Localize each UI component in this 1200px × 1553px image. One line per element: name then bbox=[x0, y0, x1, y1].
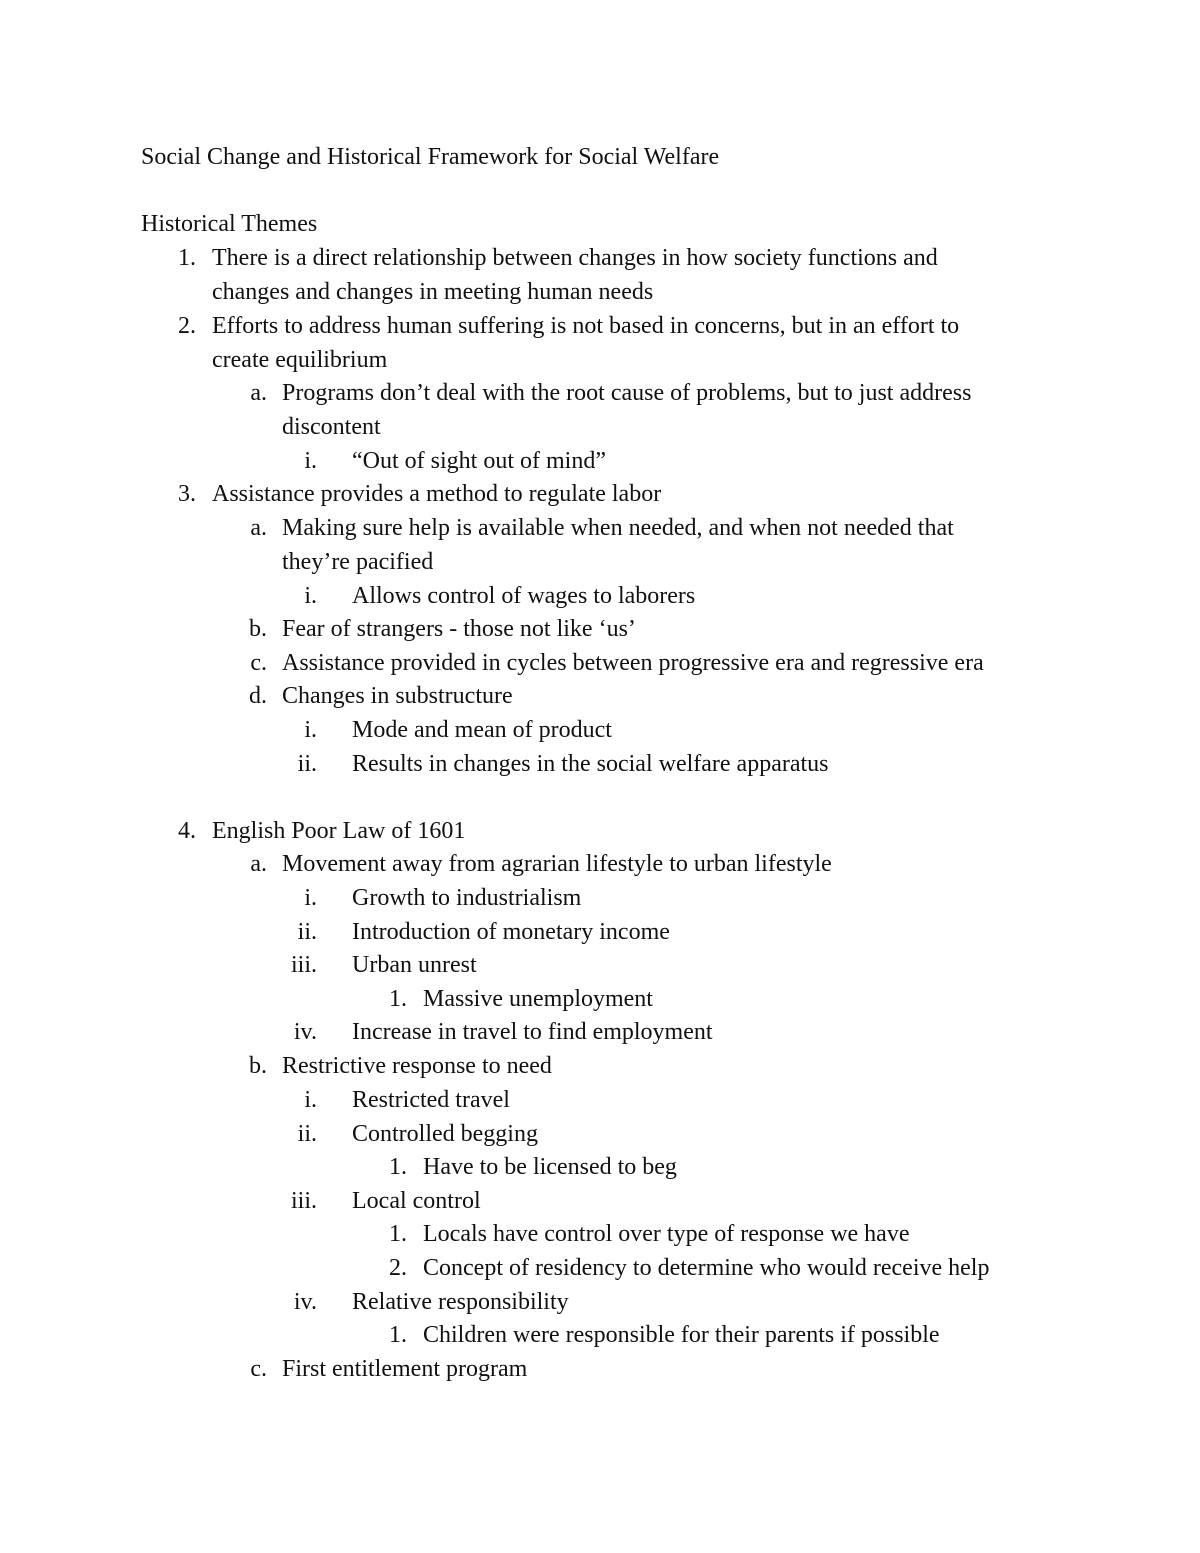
list-number: 2. bbox=[389, 1255, 407, 1281]
list-item-continuation: changes and changes in meeting human needs bbox=[212, 279, 654, 305]
list-roman: i. bbox=[304, 885, 317, 911]
list-item-text: Allows control of wages to laborers bbox=[352, 583, 696, 609]
list-item-text: Results in changes in the social welfare apparatus bbox=[352, 751, 829, 777]
list-item-text: Have to be licensed to beg bbox=[423, 1154, 677, 1180]
list-item-text: Urban unrest bbox=[352, 952, 477, 978]
list-roman: iv. bbox=[293, 1019, 317, 1045]
list-item-continuation: they’re pacified bbox=[282, 549, 434, 575]
list-letter: d. bbox=[249, 683, 267, 709]
list-item-text: Mode and mean of product bbox=[352, 717, 612, 743]
list-number: 1. bbox=[178, 245, 196, 271]
list-roman: iii. bbox=[290, 1188, 317, 1214]
list-roman: ii. bbox=[297, 919, 317, 945]
list-roman: i. bbox=[304, 583, 317, 609]
list-item-text: Assistance provides a method to regulate labor bbox=[212, 481, 662, 507]
list-item-text: Efforts to address human suffering is not based in concerns, but in an effort to bbox=[212, 313, 960, 339]
list-item-text: Increase in travel to find employment bbox=[352, 1019, 713, 1045]
list-item-text: Movement away from agrarian lifestyle to urban lifestyle bbox=[282, 851, 832, 877]
list-item-text: Assistance provided in cycles between progressive era and regressive era bbox=[282, 650, 984, 676]
list-letter: c. bbox=[250, 650, 267, 676]
list-item-text: Massive unemployment bbox=[423, 986, 653, 1012]
list-item-text: English Poor Law of 1601 bbox=[212, 818, 466, 844]
list-roman: i. bbox=[304, 1087, 317, 1113]
list-number: 2. bbox=[178, 313, 196, 339]
section-heading: Historical Themes bbox=[141, 211, 318, 237]
list-number: 1. bbox=[389, 1322, 407, 1348]
list-roman: i. bbox=[304, 717, 317, 743]
list-item-text: Relative responsibility bbox=[352, 1289, 569, 1315]
list-letter: c. bbox=[250, 1356, 267, 1382]
list-number: 1. bbox=[389, 1154, 407, 1180]
list-item-text: “Out of sight out of mind” bbox=[352, 448, 606, 474]
list-item-text: Programs don’t deal with the root cause of problems, but to just address bbox=[282, 380, 972, 406]
list-item-text: Controlled begging bbox=[352, 1121, 538, 1147]
list-number: 3. bbox=[178, 481, 196, 507]
list-item-continuation: discontent bbox=[282, 414, 381, 440]
list-item-text: Making sure help is available when needed, and when not needed that bbox=[282, 515, 954, 541]
list-item-text: First entitlement program bbox=[282, 1356, 528, 1382]
list-letter: b. bbox=[249, 1053, 267, 1079]
list-number: 4. bbox=[178, 818, 196, 844]
list-roman: i. bbox=[304, 448, 317, 474]
list-item-text: There is a direct relationship between changes in how society functions and bbox=[212, 245, 938, 271]
list-item-text: Concept of residency to determine who would receive help bbox=[423, 1255, 990, 1281]
list-letter: b. bbox=[249, 616, 267, 642]
document-title: Social Change and Historical Framework for Social Welfare bbox=[141, 144, 720, 170]
list-letter: a. bbox=[250, 380, 267, 406]
list-number: 1. bbox=[389, 986, 407, 1012]
list-item-text: Fear of strangers - those not like ‘us’ bbox=[282, 616, 636, 642]
list-item-text: Restricted travel bbox=[352, 1087, 510, 1113]
list-item-text: Changes in substructure bbox=[282, 683, 513, 709]
list-roman: ii. bbox=[297, 751, 317, 777]
list-number: 1. bbox=[389, 1221, 407, 1247]
list-letter: a. bbox=[250, 515, 267, 541]
list-roman: ii. bbox=[297, 1121, 317, 1147]
list-letter: a. bbox=[250, 851, 267, 877]
list-item-text: Restrictive response to need bbox=[282, 1053, 552, 1079]
list-item-text: Locals have control over type of response we have bbox=[423, 1221, 910, 1247]
list-item-text: Growth to industrialism bbox=[352, 885, 582, 911]
list-roman: iv. bbox=[293, 1289, 317, 1315]
list-roman: iii. bbox=[290, 952, 317, 978]
list-item-continuation: create equilibrium bbox=[212, 347, 388, 373]
list-item-text: Children were responsible for their parents if possible bbox=[423, 1322, 940, 1348]
list-item-text: Introduction of monetary income bbox=[352, 919, 670, 945]
list-item-text: Local control bbox=[352, 1188, 481, 1214]
